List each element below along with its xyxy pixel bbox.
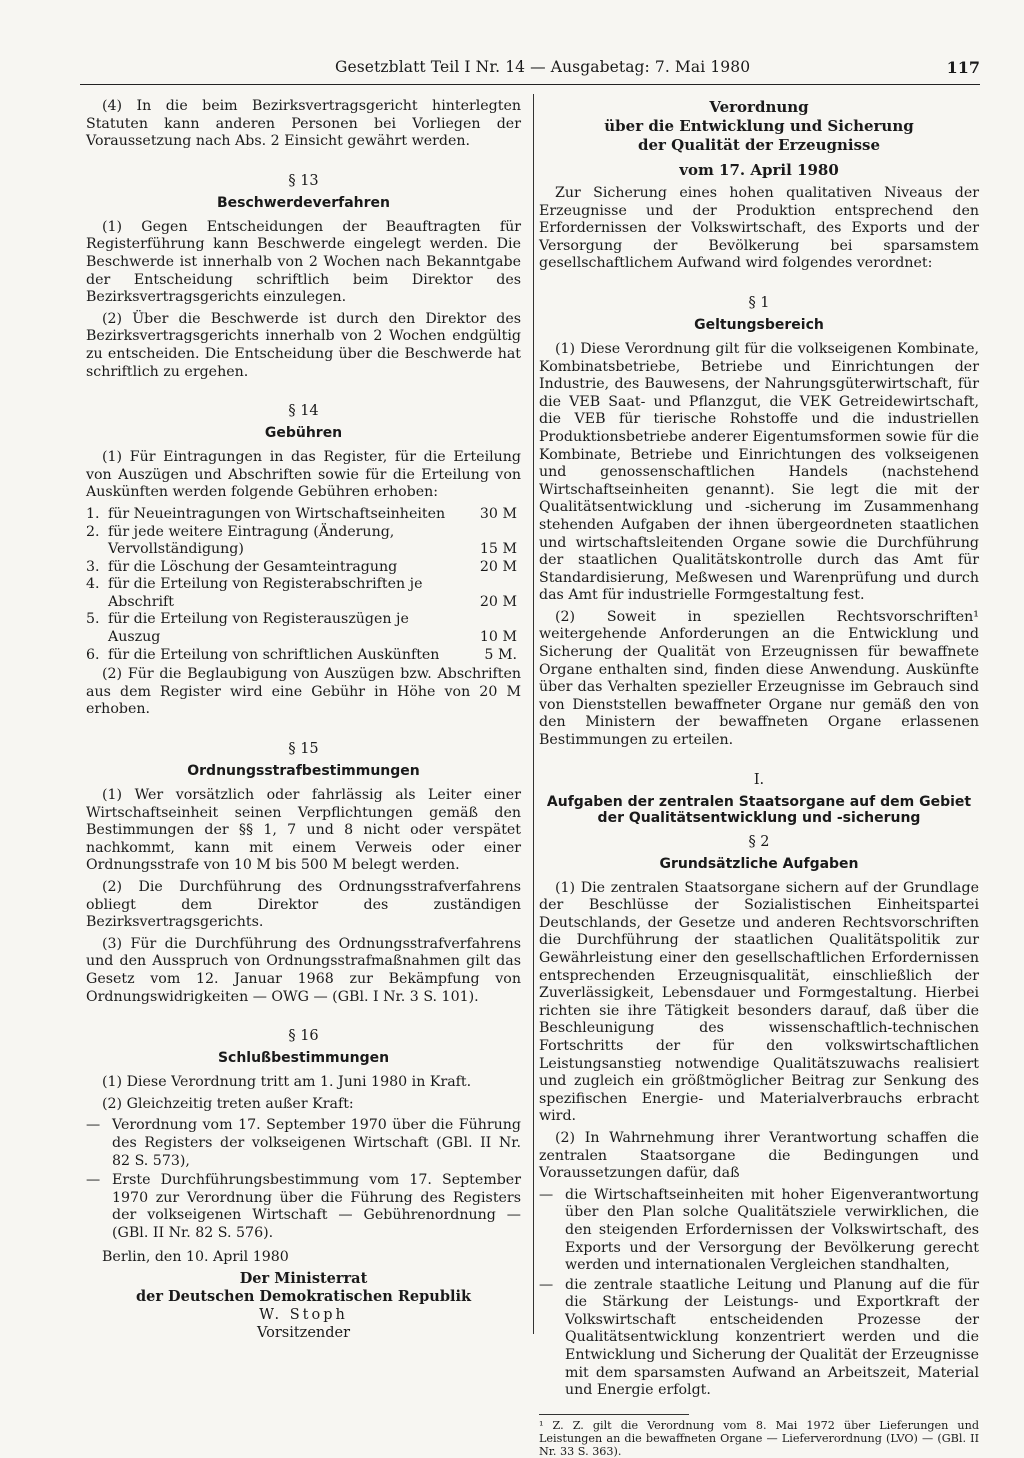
decree-title-line: über die Entwicklung und Sicherung	[604, 117, 914, 135]
paragraph: (2) Gleichzeitig treten außer Kraft:	[102, 1095, 354, 1112]
part-number: I.	[753, 771, 765, 788]
section-number: § 15	[288, 741, 319, 758]
dash-bullet: —	[86, 1117, 101, 1134]
list-item	[539, 1277, 979, 1400]
paragraph: (1) Gegen Entscheidungen der Beauftragten für Registerführung kann Beschwerde eingelegt werden. Die Beschwerde ist innerhalb von 2 Wochen nach Bekanntgabe der Entscheidung schriftlich beim Direktor des Bezirksvertragsgerichts einzulegen.	[86, 218, 521, 306]
section-number: § 14	[288, 403, 319, 420]
part-heading: Aufgaben der zentralen Staatsorgane auf dem Gebiet	[546, 793, 972, 810]
decree-title-line: der Qualität der Erzeugnisse	[637, 136, 881, 154]
paragraph: (1) Diese Verordnung gilt für die volkseigenen Kombinate, Kombinatsbetriebe, Betriebe und Einrichtungen der Industrie, des Bauwesens, der Nahrungsgüterwirtschaft, für die VEB Saat- und Pflanzgut, die VEK Getreidewirtschaft, die VEB für tierische Rohstoffe und die industriellen Produktionsbetriebe anderer Eigentumsformen sowie für die Kombinate, Betriebe und Einrichtungen des volkseigenen und genossenschaftlichen Handels (nachstehend Wirtschaftseinheiten genannt). Sie legt die mit der Qualitätsentwicklung und -sicherung im Zusammenhang stehenden Aufgaben der ihnen übergeordneten staatlichen und wirtschaftsleitenden Organe sowie die Durchführung der staatlichen Qualitätskontrolle durch das Amt für Standardisierung, Meßwesen und Warenprüfung und durch das Amt für industrielle Formgestaltung fest.	[539, 340, 979, 604]
running-title: Gesetzblatt Teil I Nr. 14 — Ausgabetag: 7. Mai 1980	[335, 58, 751, 76]
decree-title	[539, 98, 979, 155]
running-head	[80, 58, 980, 82]
paragraph: (1) Diese Verordnung tritt am 1. Juni 1980 in Kraft.	[102, 1074, 472, 1091]
section-heading: Geltungsbereich	[694, 316, 824, 333]
fee-row	[86, 524, 521, 559]
list-item-text: Erste Durchführungsbestimmung vom 17. September 1970 zur Verordnung über die Führung des Registers der volkseigenen Wirtschaft — Gebührenordnung — (GBl. II Nr. 82 S. 576).	[112, 1172, 521, 1241]
signatory-body: Der Ministerrat	[239, 1270, 368, 1288]
section-number: § 13	[288, 172, 319, 189]
dash-bullet: —	[539, 1276, 554, 1293]
paragraph: (4) In die beim Bezirksvertragsgericht hinterlegten Statuten kann anderen Personen bei Vorliegen der Voraussetzung nach Abs. 2 Einsicht gewährt werden.	[86, 98, 521, 150]
fee-text: für die Erteilung von Registerauszügen je Auszug	[108, 611, 409, 646]
part-heading-line2: der Qualitätsentwicklung und -sicherung	[597, 809, 921, 826]
signatory-body-line2: der Deutschen Demokratischen Republik	[135, 1288, 472, 1306]
section-number: § 2	[748, 833, 770, 850]
paragraph: (3) Für die Durchführung des Ordnungsstrafverfahrens und den Ausspruch von Ordnungsstrafmaßnahmen gilt das Gesetz vom 12. Januar 1968 zur Bekämpfung von Ordnungswidrigkeiten — OWG — (GBl. I Nr. 3 S. 101).	[86, 935, 521, 1005]
fee-amount: 10 M	[479, 629, 517, 646]
list-item-text: die zentrale staatliche Leitung und Planung auf die für die Stärkung der Leistungs- und Exportkraft der Volkswirtschaft entscheidenden Prozesse der Qualitätsentwicklung konzentriert werden und die Entwicklung und Sicherung der Qualität der Erzeugnisse mit dem sparsamsten Aufwand an Arbeitszeit, Material und Energie erfolgt.	[565, 1276, 979, 1399]
signatory-role: Vorsitzender	[256, 1325, 351, 1342]
decree-date: vom 17. April 1980	[679, 161, 839, 179]
fee-amount: 20 M	[479, 593, 517, 610]
paragraph: (1) Wer vorsätzlich oder fahrlässig als Leiter einer Wirtschaftseinheit seinen Verpflichtungen gemäß den Bestimmungen der §§ 1, 7 und 8 nicht oder verspätet nachkommt, kann mit einem Verweis oder einer Ordnungsstrafe von 10 M bis 500 M belegt werden.	[86, 787, 521, 874]
fee-number: 6.	[86, 646, 100, 663]
place-date: Berlin, den 10. April 1980	[102, 1248, 289, 1265]
paragraph: (1) Die zentralen Staatsorgane sichern auf der Grundlage der Beschlüsse der Sozialistischen Einheitspartei Deutschlands, der Gesetze und anderen Rechtsvorschriften die Durchführung der staatlichen Qualitätspolitik zur Gewährleistung einer den gesellschaftlichen Erfordernissen entsprechenden Erzeugnisqualität, einschließlich der Zuverlässigkeit, Lebensdauer und Formgestaltung. Hierbei richten sie ihre Tätigkeit besonders darauf, daß über die Beschleunigung des wissenschaftlich-technischen Fortschritts der für den volkswirtschaftlichen Leistungsanstieg notwendige Qualitätszuwachs realisiert und zugleich ein größtmöglicher Beitrag zur Senkung des spezifischen Energie- und Materialverbrauchs erbracht wird.	[539, 879, 979, 1125]
fee-row	[86, 647, 521, 665]
fee-number: 3.	[86, 558, 100, 575]
section-number: § 16	[288, 1028, 319, 1045]
preamble: Zur Sicherung eines hohen qualitativen Niveaus der Erzeugnisse und der Produktion entsprechend den Erfordernissen der Volkswirtschaft, des Exports und der Versorgung der Bevölkerung bei sparsamstem gesellschaftlichem Aufwand wird folgendes verordnet:	[539, 185, 979, 272]
section-heading: Gebühren	[264, 425, 343, 442]
list-item	[86, 1117, 521, 1170]
fee-number: 5.	[86, 611, 100, 628]
fee-row	[86, 576, 521, 611]
section-heading: Beschwerdeverfahren	[216, 194, 390, 211]
fee-text: für die Löschung der Gesamteintragung	[108, 558, 398, 575]
fee-table	[86, 506, 521, 664]
section-heading: Grundsätzliche Aufgaben	[659, 855, 859, 872]
fee-row	[86, 506, 521, 524]
paragraph: (2) Soweit in speziellen Rechtsvorschriften¹ weitergehende Anforderungen an die Entwicklung und Sicherung der Qualität von Erzeugnissen für bewaffnete Organe enthalten sind, finden diese Anwendung. Auskünfte über das Verhalten spezieller Erzeugnisse im Gebrauch sind von Dienststellen bewaffneter Organe nur gemäß den von den Ministern der bewaffneten Organe erlassenen Bestimmungen zu erteilen.	[539, 608, 979, 749]
fee-amount: 5 M.	[484, 646, 517, 663]
dash-bullet: —	[86, 1172, 101, 1189]
section-heading: Schlußbestimmungen	[217, 1050, 390, 1067]
paragraph: (2) Die Durchführung des Ordnungsstrafverfahrens obliegt dem Direktor des zuständigen Bezirksvertragsgerichts.	[86, 879, 521, 931]
fee-number: 4.	[86, 576, 100, 593]
list-item	[539, 1187, 979, 1275]
paragraph: (2) In Wahrnehmung ihrer Verantwortung schaffen die zentralen Staatsorgane die Bedingungen und Voraussetzungen dafür, daß	[539, 1129, 979, 1182]
fee-text: für die Erteilung von schriftlichen Auskünften	[108, 646, 440, 663]
paragraph: (2) Für die Beglaubigung von Auszügen bzw. Abschriften aus dem Register wird eine Gebühr in Höhe von 20 M erhoben.	[86, 666, 521, 718]
section-heading: Ordnungsstrafbestimmungen	[187, 763, 420, 780]
fee-row	[86, 559, 521, 577]
list-item-text: Verordnung vom 17. September 1970 über die Führung des Registers der volkseigenen Wirtschaft (GBl. II Nr. 82 S. 573),	[112, 1117, 521, 1169]
fee-text: für Neueintragungen von Wirtschaftseinheiten	[108, 505, 446, 522]
footnote-rule	[539, 1414, 689, 1415]
signatory-name: W. Stoph	[259, 1307, 348, 1324]
fee-number: 1.	[86, 505, 100, 522]
footnote: ¹ Z. Z. gilt die Verordnung vom 8. Mai 1972 über Lieferungen und Leistungen an die bewaffneten Organe — Lieferverordnung (LVO) — (GBl. II Nr. 33 S. 363).	[539, 1418, 979, 1458]
decree-title-line: Verordnung	[709, 98, 809, 116]
fee-row	[86, 611, 521, 646]
list-item-text: die Wirtschaftseinheiten mit hoher Eigenverantwortung über den Plan solche Qualitätsziele verwirklichen, die den steigenden Erfordernissen der Volkswirtschaft, des Exports und der Versorgung der Bevölkerung gerecht werden und internationalen Vergleichen standhalten,	[565, 1186, 979, 1274]
fee-text: für die Erteilung von Registerabschriften je Abschrift	[108, 576, 423, 610]
signature-block	[86, 1270, 521, 1342]
fee-text: für jede weitere Eintragung (Änderung, Vervollständigung)	[108, 523, 395, 558]
right-column	[539, 98, 979, 1458]
paragraph: (2) Über die Beschwerde ist durch den Direktor des Bezirksvertragsgerichts innerhalb von 2 Wochen endgültig zu entscheiden. Die Entscheidung über die Beschwerde hat schriftlich zu ergehen.	[86, 310, 521, 380]
header-rule	[80, 84, 980, 85]
fee-amount: 20 M	[479, 558, 517, 575]
dash-bullet: —	[539, 1186, 554, 1203]
fee-amount: 15 M	[479, 541, 517, 558]
fee-number: 2.	[86, 523, 100, 540]
list-item	[86, 1172, 521, 1242]
paragraph: (1) Für Eintragungen in das Register, für die Erteilung von Auszügen und Abschriften sowie für die Erteilung von Auskünften werden folgende Gebühren erhoben:	[86, 449, 521, 501]
fee-amount: 30 M	[479, 505, 517, 522]
page-number: 117	[946, 58, 980, 77]
column-divider	[533, 94, 534, 1334]
left-column	[86, 98, 521, 1342]
section-number: § 1	[748, 294, 770, 311]
